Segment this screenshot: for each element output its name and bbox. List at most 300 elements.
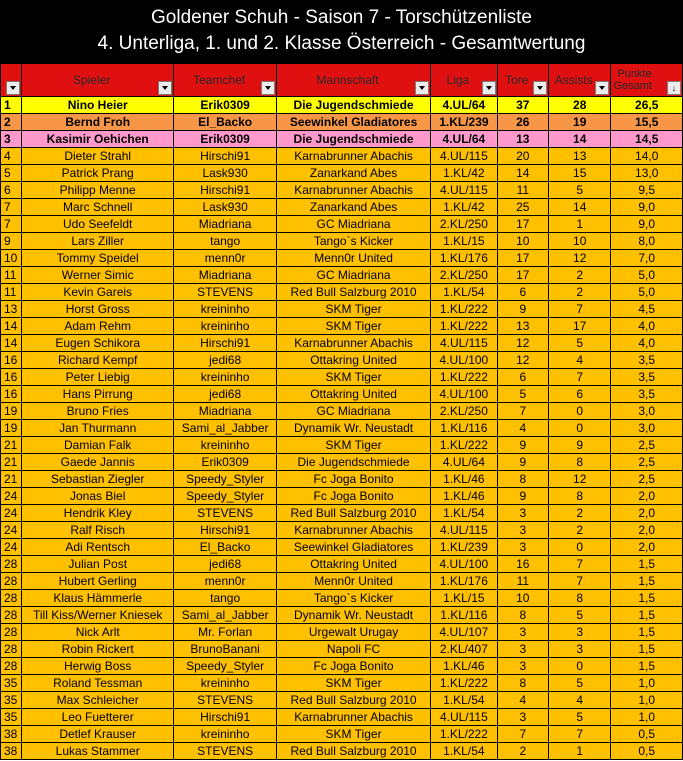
cell-tore[interactable]: 3 xyxy=(497,641,548,658)
cell-teamchef[interactable]: kreininho xyxy=(174,318,277,335)
cell-assists[interactable]: 3 xyxy=(548,624,610,641)
cell-tore[interactable]: 7 xyxy=(497,403,548,420)
cell-teamchef[interactable]: Sami_al_Jabber xyxy=(174,607,277,624)
table-row[interactable] xyxy=(1,233,683,250)
cell-spieler[interactable]: Roland Tessman xyxy=(22,675,174,692)
cell-spieler[interactable]: Udo Seefeldt xyxy=(22,216,174,233)
cell-assists[interactable]: 0 xyxy=(548,658,610,675)
cell-tore[interactable]: 37 xyxy=(497,97,548,114)
cell-rank[interactable]: 16 xyxy=(1,386,22,403)
cell-rank[interactable]: 35 xyxy=(1,692,22,709)
cell-punkte[interactable]: 2,0 xyxy=(611,488,683,505)
cell-punkte[interactable]: 3,5 xyxy=(611,386,683,403)
cell-spieler[interactable]: Hans Pirrung xyxy=(22,386,174,403)
cell-mannschaft[interactable]: Tango`s Kicker xyxy=(277,590,431,607)
cell-mannschaft[interactable]: Karnabrunner Abachis xyxy=(277,709,431,726)
cell-tore[interactable]: 8 xyxy=(497,471,548,488)
cell-tore[interactable]: 17 xyxy=(497,216,548,233)
table-row[interactable] xyxy=(1,148,683,165)
cell-rank[interactable]: 28 xyxy=(1,556,22,573)
cell-spieler[interactable]: Max Schleicher xyxy=(22,692,174,709)
cell-punkte[interactable]: 14,5 xyxy=(611,131,683,148)
cell-tore[interactable]: 6 xyxy=(497,369,548,386)
cell-punkte[interactable]: 7,0 xyxy=(611,250,683,267)
cell-liga[interactable]: 4.UL/64 xyxy=(431,131,497,148)
table-row[interactable] xyxy=(1,131,683,148)
header-punkte[interactable] xyxy=(611,64,683,97)
cell-mannschaft[interactable]: GC Miadriana xyxy=(277,403,431,420)
cell-tore[interactable]: 3 xyxy=(497,539,548,556)
cell-mannschaft[interactable]: Karnabrunner Abachis xyxy=(277,182,431,199)
cell-assists[interactable]: 14 xyxy=(548,131,610,148)
cell-punkte[interactable]: 2,0 xyxy=(611,522,683,539)
cell-rank[interactable]: 38 xyxy=(1,743,22,760)
cell-mannschaft[interactable]: SKM Tiger xyxy=(277,301,431,318)
cell-rank[interactable]: 19 xyxy=(1,403,22,420)
table-row[interactable] xyxy=(1,505,683,522)
table-row[interactable] xyxy=(1,352,683,369)
table-row[interactable] xyxy=(1,488,683,505)
cell-mannschaft[interactable]: Red Bull Salzburg 2010 xyxy=(277,284,431,301)
cell-liga[interactable]: 1.KL/222 xyxy=(431,675,497,692)
cell-assists[interactable]: 4 xyxy=(548,352,610,369)
table-row[interactable] xyxy=(1,335,683,352)
cell-punkte[interactable]: 3,5 xyxy=(611,352,683,369)
cell-tore[interactable]: 3 xyxy=(497,505,548,522)
cell-spieler[interactable]: Richard Kempf xyxy=(22,352,174,369)
cell-spieler[interactable]: Jonas Biel xyxy=(22,488,174,505)
cell-liga[interactable]: 1.KL/46 xyxy=(431,471,497,488)
cell-punkte[interactable]: 1,0 xyxy=(611,709,683,726)
cell-punkte[interactable]: 1,0 xyxy=(611,692,683,709)
cell-spieler[interactable]: Klaus Hämmerle xyxy=(22,590,174,607)
cell-mannschaft[interactable]: SKM Tiger xyxy=(277,437,431,454)
cell-teamchef[interactable]: Mr. Forlan xyxy=(174,624,277,641)
cell-assists[interactable]: 5 xyxy=(548,675,610,692)
table-row[interactable] xyxy=(1,522,683,539)
cell-assists[interactable]: 7 xyxy=(548,726,610,743)
cell-liga[interactable]: 1.KL/222 xyxy=(431,369,497,386)
table-row[interactable] xyxy=(1,318,683,335)
cell-liga[interactable]: 4.UL/115 xyxy=(431,335,497,352)
cell-mannschaft[interactable]: Urgewalt Urugay xyxy=(277,624,431,641)
cell-teamchef[interactable]: tango xyxy=(174,590,277,607)
cell-tore[interactable]: 8 xyxy=(497,675,548,692)
table-row[interactable] xyxy=(1,590,683,607)
table-row[interactable] xyxy=(1,573,683,590)
cell-tore[interactable]: 17 xyxy=(497,267,548,284)
cell-spieler[interactable]: Bruno Fries xyxy=(22,403,174,420)
cell-liga[interactable]: 1.KL/239 xyxy=(431,114,497,131)
cell-mannschaft[interactable]: Zanarkand Abes xyxy=(277,199,431,216)
cell-assists[interactable]: 12 xyxy=(548,471,610,488)
cell-punkte[interactable]: 3,0 xyxy=(611,403,683,420)
cell-tore[interactable]: 3 xyxy=(497,658,548,675)
header-assists[interactable] xyxy=(548,64,610,97)
cell-teamchef[interactable]: STEVENS xyxy=(174,692,277,709)
cell-liga[interactable]: 1.KL/15 xyxy=(431,233,497,250)
cell-mannschaft[interactable]: Fc Joga Bonito xyxy=(277,658,431,675)
cell-punkte[interactable]: 1,5 xyxy=(611,658,683,675)
cell-rank[interactable]: 7 xyxy=(1,199,22,216)
cell-spieler[interactable]: Till Kiss/Werner Kniesek xyxy=(22,607,174,624)
cell-assists[interactable]: 4 xyxy=(548,692,610,709)
cell-punkte[interactable]: 4,0 xyxy=(611,318,683,335)
cell-rank[interactable]: 5 xyxy=(1,165,22,182)
cell-rank[interactable]: 14 xyxy=(1,335,22,352)
table-row[interactable] xyxy=(1,216,683,233)
cell-liga[interactable]: 1.KL/116 xyxy=(431,420,497,437)
header-tore[interactable] xyxy=(497,64,548,97)
cell-mannschaft[interactable]: Dynamik Wr. Neustadt xyxy=(277,607,431,624)
cell-punkte[interactable]: 4,0 xyxy=(611,335,683,352)
cell-punkte[interactable]: 1,5 xyxy=(611,624,683,641)
cell-spieler[interactable]: Nino Heier xyxy=(22,97,174,114)
cell-spieler[interactable]: Jan Thurmann xyxy=(22,420,174,437)
cell-rank[interactable]: 28 xyxy=(1,607,22,624)
table-row[interactable] xyxy=(1,709,683,726)
cell-assists[interactable]: 8 xyxy=(548,454,610,471)
cell-teamchef[interactable]: kreininho xyxy=(174,301,277,318)
cell-tore[interactable]: 4 xyxy=(497,692,548,709)
cell-teamchef[interactable]: Speedy_Styler xyxy=(174,471,277,488)
cell-mannschaft[interactable]: Zanarkand Abes xyxy=(277,165,431,182)
cell-liga[interactable]: 1.KL/222 xyxy=(431,318,497,335)
filter-dropdown-icon[interactable] xyxy=(6,81,20,95)
cell-tore[interactable]: 3 xyxy=(497,709,548,726)
table-row[interactable] xyxy=(1,250,683,267)
cell-mannschaft[interactable]: Napoli FC xyxy=(277,641,431,658)
cell-assists[interactable]: 2 xyxy=(548,267,610,284)
table-row[interactable] xyxy=(1,114,683,131)
table-row[interactable] xyxy=(1,386,683,403)
cell-punkte[interactable]: 2,5 xyxy=(611,471,683,488)
cell-teamchef[interactable]: STEVENS xyxy=(174,284,277,301)
cell-mannschaft[interactable]: SKM Tiger xyxy=(277,369,431,386)
cell-assists[interactable]: 0 xyxy=(548,420,610,437)
cell-spieler[interactable]: Lars Ziller xyxy=(22,233,174,250)
cell-spieler[interactable]: Kasimir Oehichen xyxy=(22,131,174,148)
cell-rank[interactable]: 11 xyxy=(1,267,22,284)
cell-punkte[interactable]: 14,0 xyxy=(611,148,683,165)
cell-assists[interactable]: 13 xyxy=(548,148,610,165)
cell-rank[interactable]: 4 xyxy=(1,148,22,165)
cell-rank[interactable]: 24 xyxy=(1,522,22,539)
cell-teamchef[interactable]: El_Backo xyxy=(174,114,277,131)
table-row[interactable] xyxy=(1,726,683,743)
cell-teamchef[interactable]: Miadriana xyxy=(174,403,277,420)
filter-dropdown-icon[interactable] xyxy=(261,81,275,95)
cell-spieler[interactable]: Julian Post xyxy=(22,556,174,573)
cell-assists[interactable]: 7 xyxy=(548,573,610,590)
cell-spieler[interactable]: Detlef Krauser xyxy=(22,726,174,743)
cell-tore[interactable]: 2 xyxy=(497,743,548,760)
cell-punkte[interactable]: 2,5 xyxy=(611,454,683,471)
cell-spieler[interactable]: Adam Rehm xyxy=(22,318,174,335)
cell-mannschaft[interactable]: Tango`s Kicker xyxy=(277,233,431,250)
cell-liga[interactable]: 1.KL/54 xyxy=(431,505,497,522)
header-rank[interactable] xyxy=(1,64,22,97)
cell-liga[interactable]: 1.KL/222 xyxy=(431,301,497,318)
cell-punkte[interactable]: 9,0 xyxy=(611,216,683,233)
cell-teamchef[interactable]: Erik0309 xyxy=(174,454,277,471)
cell-tore[interactable]: 13 xyxy=(497,318,548,335)
cell-mannschaft[interactable]: Menn0r United xyxy=(277,573,431,590)
cell-liga[interactable]: 4.UL/115 xyxy=(431,709,497,726)
cell-spieler[interactable]: Marc Schnell xyxy=(22,199,174,216)
cell-tore[interactable]: 26 xyxy=(497,114,548,131)
filter-dropdown-icon[interactable] xyxy=(482,81,496,95)
cell-mannschaft[interactable]: Menn0r United xyxy=(277,250,431,267)
cell-punkte[interactable]: 15,5 xyxy=(611,114,683,131)
cell-assists[interactable]: 15 xyxy=(548,165,610,182)
cell-spieler[interactable]: Leo Fuetterer xyxy=(22,709,174,726)
cell-mannschaft[interactable]: SKM Tiger xyxy=(277,318,431,335)
table-row[interactable] xyxy=(1,454,683,471)
cell-rank[interactable]: 24 xyxy=(1,505,22,522)
cell-punkte[interactable]: 1,5 xyxy=(611,556,683,573)
cell-rank[interactable]: 38 xyxy=(1,726,22,743)
cell-rank[interactable]: 21 xyxy=(1,471,22,488)
cell-liga[interactable]: 2.KL/250 xyxy=(431,267,497,284)
cell-assists[interactable]: 7 xyxy=(548,301,610,318)
cell-mannschaft[interactable]: Red Bull Salzburg 2010 xyxy=(277,692,431,709)
cell-assists[interactable]: 14 xyxy=(548,199,610,216)
cell-teamchef[interactable]: Hirschi91 xyxy=(174,709,277,726)
cell-liga[interactable]: 4.UL/107 xyxy=(431,624,497,641)
cell-assists[interactable]: 5 xyxy=(548,607,610,624)
cell-rank[interactable]: 16 xyxy=(1,369,22,386)
cell-mannschaft[interactable]: Ottakring United xyxy=(277,556,431,573)
cell-spieler[interactable]: Damian Falk xyxy=(22,437,174,454)
cell-tore[interactable]: 7 xyxy=(497,726,548,743)
sort-descending-icon[interactable] xyxy=(667,81,681,95)
cell-mannschaft[interactable]: Red Bull Salzburg 2010 xyxy=(277,743,431,760)
cell-spieler[interactable]: Werner Simic xyxy=(22,267,174,284)
table-row[interactable] xyxy=(1,607,683,624)
table-row[interactable] xyxy=(1,539,683,556)
cell-liga[interactable]: 1.KL/15 xyxy=(431,590,497,607)
header-spieler[interactable] xyxy=(22,64,174,97)
cell-assists[interactable]: 5 xyxy=(548,709,610,726)
filter-dropdown-icon[interactable] xyxy=(533,81,547,95)
cell-teamchef[interactable]: Miadriana xyxy=(174,216,277,233)
cell-assists[interactable]: 28 xyxy=(548,97,610,114)
cell-tore[interactable]: 10 xyxy=(497,233,548,250)
cell-spieler[interactable]: Lukas Stammer xyxy=(22,743,174,760)
table-row[interactable] xyxy=(1,437,683,454)
cell-tore[interactable]: 16 xyxy=(497,556,548,573)
cell-rank[interactable]: 24 xyxy=(1,488,22,505)
cell-tore[interactable]: 6 xyxy=(497,284,548,301)
cell-teamchef[interactable]: Speedy_Styler xyxy=(174,488,277,505)
cell-teamchef[interactable]: Miadriana xyxy=(174,267,277,284)
header-liga[interactable] xyxy=(431,64,497,97)
cell-liga[interactable]: 2.KL/407 xyxy=(431,641,497,658)
cell-punkte[interactable]: 0,5 xyxy=(611,743,683,760)
cell-teamchef[interactable]: BrunoBanani xyxy=(174,641,277,658)
cell-assists[interactable]: 12 xyxy=(548,250,610,267)
cell-rank[interactable]: 28 xyxy=(1,641,22,658)
cell-tore[interactable]: 25 xyxy=(497,199,548,216)
cell-tore[interactable]: 8 xyxy=(497,607,548,624)
cell-assists[interactable]: 2 xyxy=(548,505,610,522)
cell-assists[interactable]: 0 xyxy=(548,403,610,420)
cell-rank[interactable]: 2 xyxy=(1,114,22,131)
cell-tore[interactable]: 4 xyxy=(497,420,548,437)
cell-teamchef[interactable]: kreininho xyxy=(174,437,277,454)
cell-assists[interactable]: 8 xyxy=(548,590,610,607)
cell-punkte[interactable]: 9,0 xyxy=(611,199,683,216)
cell-punkte[interactable]: 1,0 xyxy=(611,675,683,692)
cell-liga[interactable]: 1.KL/222 xyxy=(431,726,497,743)
table-row[interactable] xyxy=(1,624,683,641)
cell-mannschaft[interactable]: Karnabrunner Abachis xyxy=(277,148,431,165)
cell-tore[interactable]: 9 xyxy=(497,437,548,454)
cell-mannschaft[interactable]: Die Jugendschmiede xyxy=(277,454,431,471)
table-row[interactable] xyxy=(1,301,683,318)
cell-teamchef[interactable]: STEVENS xyxy=(174,743,277,760)
cell-punkte[interactable]: 2,0 xyxy=(611,505,683,522)
table-row[interactable] xyxy=(1,199,683,216)
table-row[interactable] xyxy=(1,471,683,488)
cell-assists[interactable]: 10 xyxy=(548,233,610,250)
table-row[interactable] xyxy=(1,420,683,437)
cell-punkte[interactable]: 9,5 xyxy=(611,182,683,199)
cell-tore[interactable]: 3 xyxy=(497,624,548,641)
header-teamchef[interactable] xyxy=(174,64,277,97)
cell-punkte[interactable]: 1,5 xyxy=(611,590,683,607)
table-row[interactable] xyxy=(1,97,683,114)
cell-assists[interactable]: 1 xyxy=(548,743,610,760)
cell-assists[interactable]: 7 xyxy=(548,556,610,573)
cell-spieler[interactable]: Robin Rickert xyxy=(22,641,174,658)
table-row[interactable] xyxy=(1,743,683,760)
cell-liga[interactable]: 4.UL/115 xyxy=(431,182,497,199)
cell-tore[interactable]: 11 xyxy=(497,182,548,199)
cell-rank[interactable]: 24 xyxy=(1,539,22,556)
cell-mannschaft[interactable]: Ottakring United xyxy=(277,386,431,403)
cell-punkte[interactable]: 5,0 xyxy=(611,284,683,301)
cell-spieler[interactable]: Tommy Speidel xyxy=(22,250,174,267)
cell-rank[interactable]: 28 xyxy=(1,590,22,607)
cell-teamchef[interactable]: Hirschi91 xyxy=(174,182,277,199)
cell-liga[interactable]: 1.KL/116 xyxy=(431,607,497,624)
cell-liga[interactable]: 1.KL/42 xyxy=(431,199,497,216)
table-row[interactable] xyxy=(1,403,683,420)
cell-liga[interactable]: 4.UL/115 xyxy=(431,148,497,165)
cell-rank[interactable]: 14 xyxy=(1,318,22,335)
cell-liga[interactable]: 4.UL/64 xyxy=(431,97,497,114)
cell-spieler[interactable]: Ralf Risch xyxy=(22,522,174,539)
cell-punkte[interactable]: 5,0 xyxy=(611,267,683,284)
cell-spieler[interactable]: Philipp Menne xyxy=(22,182,174,199)
cell-punkte[interactable]: 1,5 xyxy=(611,573,683,590)
cell-rank[interactable]: 7 xyxy=(1,216,22,233)
cell-assists[interactable]: 2 xyxy=(548,284,610,301)
cell-liga[interactable]: 1.KL/46 xyxy=(431,488,497,505)
cell-liga[interactable]: 2.KL/250 xyxy=(431,403,497,420)
cell-punkte[interactable]: 3,0 xyxy=(611,420,683,437)
cell-assists[interactable]: 9 xyxy=(548,437,610,454)
cell-spieler[interactable]: Patrick Prang xyxy=(22,165,174,182)
cell-spieler[interactable]: Adi Rentsch xyxy=(22,539,174,556)
cell-liga[interactable]: 1.KL/176 xyxy=(431,250,497,267)
table-row[interactable] xyxy=(1,641,683,658)
cell-assists[interactable]: 19 xyxy=(548,114,610,131)
cell-spieler[interactable]: Nick Arlt xyxy=(22,624,174,641)
cell-teamchef[interactable]: jedi68 xyxy=(174,556,277,573)
cell-spieler[interactable]: Herwig Boss xyxy=(22,658,174,675)
cell-mannschaft[interactable]: Dynamik Wr. Neustadt xyxy=(277,420,431,437)
cell-mannschaft[interactable]: SKM Tiger xyxy=(277,675,431,692)
table-row[interactable] xyxy=(1,182,683,199)
cell-spieler[interactable]: Peter Liebig xyxy=(22,369,174,386)
cell-liga[interactable]: 4.UL/115 xyxy=(431,522,497,539)
cell-mannschaft[interactable]: Karnabrunner Abachis xyxy=(277,522,431,539)
cell-punkte[interactable]: 2,5 xyxy=(611,437,683,454)
cell-punkte[interactable]: 26,5 xyxy=(611,97,683,114)
cell-teamchef[interactable]: jedi68 xyxy=(174,352,277,369)
cell-assists[interactable]: 3 xyxy=(548,641,610,658)
cell-teamchef[interactable]: Erik0309 xyxy=(174,131,277,148)
cell-tore[interactable]: 20 xyxy=(497,148,548,165)
cell-tore[interactable]: 13 xyxy=(497,131,548,148)
cell-punkte[interactable]: 1,5 xyxy=(611,607,683,624)
cell-spieler[interactable]: Bernd Froh xyxy=(22,114,174,131)
cell-teamchef[interactable]: STEVENS xyxy=(174,505,277,522)
cell-teamchef[interactable]: El_Backo xyxy=(174,539,277,556)
cell-teamchef[interactable]: menn0r xyxy=(174,250,277,267)
cell-mannschaft[interactable]: Die Jugendschmiede xyxy=(277,97,431,114)
cell-spieler[interactable]: Dieter Strahl xyxy=(22,148,174,165)
header-mannschaft[interactable] xyxy=(277,64,431,97)
cell-liga[interactable]: 1.KL/54 xyxy=(431,284,497,301)
cell-teamchef[interactable]: Speedy_Styler xyxy=(174,658,277,675)
cell-rank[interactable]: 28 xyxy=(1,658,22,675)
cell-assists[interactable]: 5 xyxy=(548,335,610,352)
cell-teamchef[interactable]: Erik0309 xyxy=(174,97,277,114)
table-row[interactable] xyxy=(1,165,683,182)
cell-teamchef[interactable]: kreininho xyxy=(174,726,277,743)
table-row[interactable] xyxy=(1,556,683,573)
cell-rank[interactable]: 1 xyxy=(1,97,22,114)
cell-assists[interactable]: 2 xyxy=(548,522,610,539)
cell-tore[interactable]: 12 xyxy=(497,352,548,369)
cell-assists[interactable]: 6 xyxy=(548,386,610,403)
cell-liga[interactable]: 4.UL/64 xyxy=(431,454,497,471)
cell-tore[interactable]: 11 xyxy=(497,573,548,590)
cell-spieler[interactable]: Kevin Gareis xyxy=(22,284,174,301)
cell-liga[interactable]: 4.UL/100 xyxy=(431,386,497,403)
cell-assists[interactable]: 17 xyxy=(548,318,610,335)
cell-mannschaft[interactable]: Fc Joga Bonito xyxy=(277,471,431,488)
cell-rank[interactable]: 35 xyxy=(1,675,22,692)
cell-rank[interactable]: 3 xyxy=(1,131,22,148)
table-row[interactable] xyxy=(1,675,683,692)
cell-assists[interactable]: 0 xyxy=(548,539,610,556)
cell-tore[interactable]: 3 xyxy=(497,522,548,539)
cell-punkte[interactable]: 2,0 xyxy=(611,539,683,556)
cell-spieler[interactable]: Hendrik Kley xyxy=(22,505,174,522)
cell-liga[interactable]: 1.KL/176 xyxy=(431,573,497,590)
cell-punkte[interactable]: 1,5 xyxy=(611,641,683,658)
cell-mannschaft[interactable]: Fc Joga Bonito xyxy=(277,488,431,505)
cell-teamchef[interactable]: Lask930 xyxy=(174,165,277,182)
table-row[interactable] xyxy=(1,267,683,284)
cell-teamchef[interactable]: Hirschi91 xyxy=(174,148,277,165)
cell-liga[interactable]: 1.KL/239 xyxy=(431,539,497,556)
